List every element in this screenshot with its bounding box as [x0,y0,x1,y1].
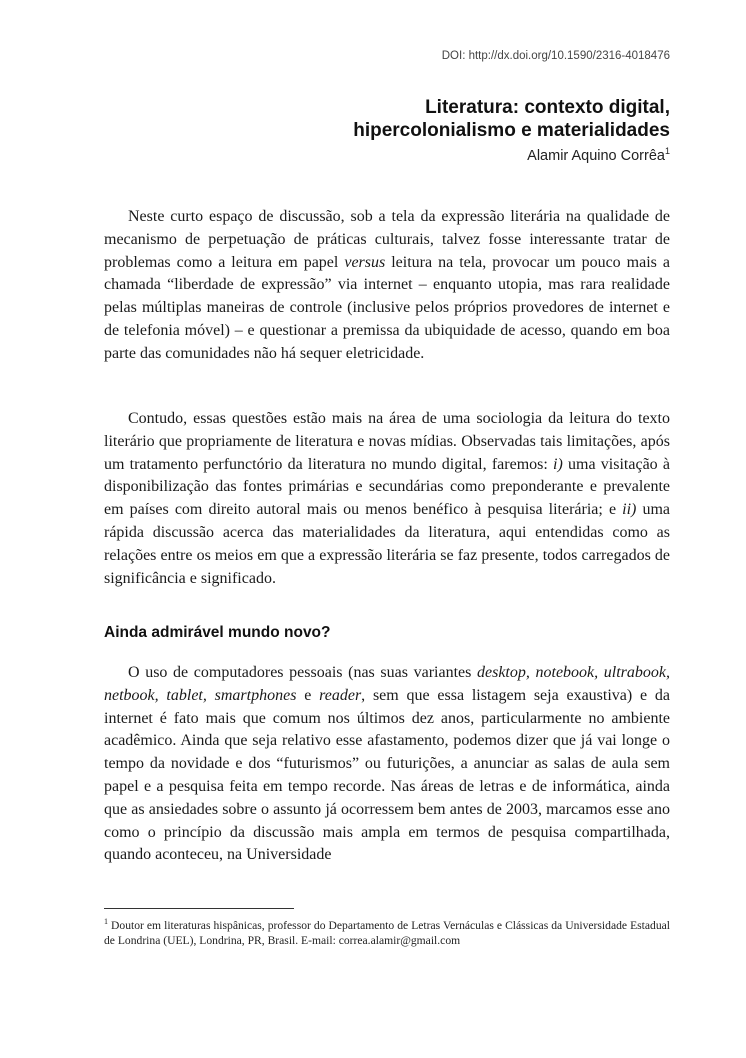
italic-run: i) [553,455,563,473]
text-run: O uso de computadores pessoais (nas suas variantes [128,664,477,681]
author-name-text: Alamir Aquino Corrêa [527,148,665,164]
paragraph-1 [104,206,670,366]
paragraph-2-text [104,408,670,590]
section-heading: Ainda admirável mundo novo? [104,624,331,641]
paragraph-1-text [104,206,670,366]
text-run: Contudo, essas questões estão mais na área de uma sociologia da leitura do texto literário que propriamente de literatura e novas mídias. Observadas tais limitações, após um tratamento perfunctório da literatura no mundo digital, faremos: [104,410,670,473]
text-run: uma rápida discussão acerca das materialidades da literatura, aqui entendidas como as relações entre os meios em que a expressão literária se faz presente, todos carregados de significância e significado. [104,501,670,587]
doi-link[interactable]: DOI: http://dx.doi.org/10.1590/2316-4018476 [441,50,670,62]
text-run: , sem que essa listagem seja exaustiva) e da internet é fato mais que comum nos últimos dez anos, particularmente no ambiente acadêmico. Ainda que seja relativo esse afastamento, podemos dizer que já vai longe o tempo da novidade e dos “futurismos” ou futurições, a anunciar as salas de aula sem papel e a pesquisa feita em tempo recorde. Nas áreas de letras e de informática, ainda que as ansiedades sobre o assunto já ocorressem bem antes de 2003, marcamos esse ano como o princípio da discussão mais ampla em termos de pesquisa compartilhada, quando aconteceu, na Universidade [104,686,670,864]
paragraph-3-text [104,662,670,867]
italic-run: desktop, notebook, ultrabook, netbook, tablet, smartphones [104,664,670,704]
article-title-line-1: Literatura: contexto digital, [425,97,670,118]
italic-run: ii) [622,501,637,519]
article-title-line-2: hipercolonialismo e materialidades [353,120,670,141]
italic-run: versus [344,253,386,271]
footnote-mark: 1 [104,917,108,926]
text-run: leitura na tela, provocar um pouco mais a chamada “liberdade de expressão” via internet – enquanto utopia, mas rara realidade pelas múltiplas maneiras de controle (inclusive pelos próprios provedores de internet e de telefonia móvel) – e questionar a premissa da ubiquidade de acesso, quando em boa parte das comunidades não há sequer eletricidade. [104,253,670,362]
text-run: Neste curto espaço de discussão, sob a tela da expressão literária na qualidade de mecanismo de perpetuação de práticas culturais, talvez fosse interessante tratar de problemas como a leitura em papel [104,208,670,271]
footnote-divider [104,908,294,909]
text-run: uma visitação à disponibilização das fontes primárias e secundárias como preponderante e prevalente em países com direito autoral mais ou menos benéfico à pesquisa literária; e [104,455,670,519]
italic-run: reader [319,686,362,704]
paragraph-3 [104,662,670,867]
paragraph-2 [104,408,670,590]
footnote-text: Doutor em literaturas hispânicas, professor do Departamento de Letras Vernáculas e Clássicas da Universidade Estadual de Londrina (UEL), Londrina, PR, Brasil. E-mail: correa.alamir@gmail.com [104,918,670,948]
footnote [104,914,670,949]
article-title-block [353,96,670,167]
author-name [353,145,670,167]
text-run: e [296,686,320,704]
author-footnote-mark[interactable]: 1 [664,146,670,157]
